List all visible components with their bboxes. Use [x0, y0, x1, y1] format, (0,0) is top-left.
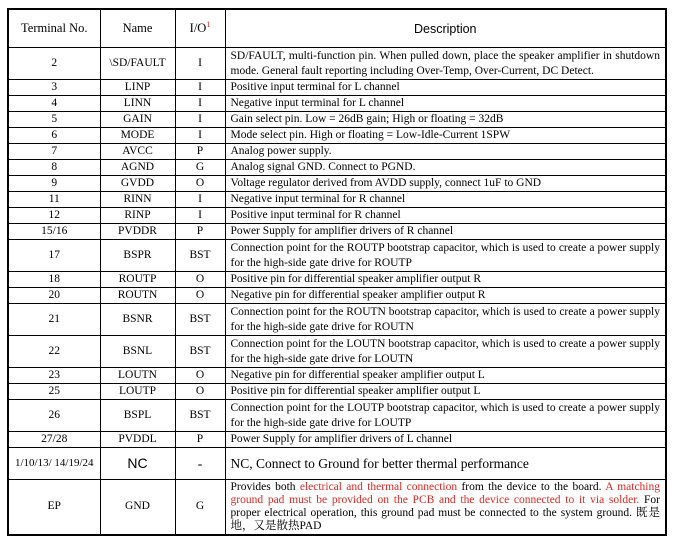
name-cell: LOUTN [100, 368, 175, 384]
header-io [175, 9, 225, 48]
description-cell [225, 480, 666, 535]
name-cell: PVDDL [100, 432, 175, 448]
terminal-cell: 21 [8, 304, 100, 336]
description-cell [225, 208, 666, 224]
name-cell: AVCC [100, 144, 175, 160]
header-row [8, 9, 666, 48]
description-text: Positive pin for differential speaker amplifier output L [230, 385, 481, 398]
description-cell [225, 144, 666, 160]
description-cell [225, 128, 666, 144]
description-text: Analog power supply. [230, 145, 332, 158]
terminal-cell: 7 [8, 144, 100, 160]
table-row [8, 144, 666, 160]
description-text: Gain select pin. Low = 26dB gain; High or floating = 32dB [230, 113, 504, 126]
description-cell [225, 432, 666, 448]
terminal-cell: 20 [8, 288, 100, 304]
io-cell: G [175, 480, 225, 535]
description-cell [225, 336, 666, 368]
description-cell [225, 176, 666, 192]
io-cell: BST [175, 400, 225, 432]
terminal-cell: 27/28 [8, 432, 100, 448]
description-text: from the device to the board. [457, 481, 606, 493]
name-cell: ROUTP [100, 272, 175, 288]
header-name-label: Name [122, 21, 153, 35]
name-cell: GND [100, 480, 175, 535]
name-cell: MODE [100, 128, 175, 144]
name-cell: BSPL [100, 400, 175, 432]
terminal-cell: 22 [8, 336, 100, 368]
table-row [8, 448, 666, 480]
terminal-cell: 11 [8, 192, 100, 208]
io-cell: I [175, 48, 225, 80]
table-row [8, 96, 666, 112]
description-text: For proper electrical operation, this ground pad must be connected to the system ground. 既是地，又是散热PAD [230, 493, 660, 532]
terminal-cell: 17 [8, 240, 100, 272]
table-row [8, 368, 666, 384]
terminal-cell: 26 [8, 400, 100, 432]
header-description-label: Description [413, 21, 477, 36]
header-terminal-label: Terminal No. [21, 21, 88, 35]
description-text: Connection point for the ROUTP bootstrap capacitor, which is used to create a power supply for the high-side gate drive for ROUTP [230, 241, 660, 269]
description-text: Positive pin for differential speaker amplifier output R [230, 273, 481, 286]
terminal-cell: 4 [8, 96, 100, 112]
description-text: NC, Connect to Ground for better thermal performance [230, 455, 529, 471]
table-row [8, 336, 666, 368]
table-row [8, 112, 666, 128]
description-cell [225, 48, 666, 80]
terminal-cell: 18 [8, 272, 100, 288]
terminal-cell: 23 [8, 368, 100, 384]
table-row [8, 192, 666, 208]
table-row [8, 304, 666, 336]
description-text: Provides both [230, 481, 300, 493]
name-cell: AGND [100, 160, 175, 176]
description-cell [225, 448, 666, 480]
description-cell [225, 368, 666, 384]
footnote-marker: 1 [206, 19, 211, 29]
io-cell: I [175, 112, 225, 128]
terminal-cell: 25 [8, 384, 100, 400]
table-row [8, 288, 666, 304]
terminal-cell: 5 [8, 112, 100, 128]
table-row [8, 176, 666, 192]
table-body [8, 48, 666, 535]
header-description [225, 9, 666, 48]
description-cell [225, 288, 666, 304]
table-row [8, 128, 666, 144]
table-row [8, 384, 666, 400]
description-text: Negative pin for differential speaker amplifier output L [230, 369, 485, 382]
table-row [8, 160, 666, 176]
terminal-cell: 3 [8, 80, 100, 96]
name-cell: BSPR [100, 240, 175, 272]
description-cell [225, 160, 666, 176]
terminal-cell: EP [8, 480, 100, 535]
header-io-label: I/O [189, 21, 207, 35]
name-cell: NC [100, 448, 175, 480]
description-text: Connection point for the LOUTP bootstrap capacitor, which is used to create a power supply for the high-side gate drive for LOUTP [230, 401, 660, 429]
name-cell: BSNR [100, 304, 175, 336]
table-row [8, 48, 666, 80]
description-cell [225, 400, 666, 432]
io-cell: P [175, 224, 225, 240]
name-cell: LINP [100, 80, 175, 96]
terminal-cell: 15/16 [8, 224, 100, 240]
description-text: Negative input terminal for R channel [230, 193, 406, 206]
io-cell: I [175, 128, 225, 144]
io-cell: O [175, 384, 225, 400]
name-cell: BSNL [100, 336, 175, 368]
description-text: Positive input terminal for L channel [230, 81, 400, 94]
io-cell: I [175, 192, 225, 208]
description-text: Negative pin for differential speaker amplifier output R [230, 289, 486, 302]
terminal-cell: 6 [8, 128, 100, 144]
red-highlight-text: A matching ground pad must be provided on the PCB and the device connected to it via solder. [230, 481, 660, 506]
description-text: Power Supply for amplifier drivers of R channel [230, 225, 454, 238]
table-row [8, 480, 666, 535]
name-cell: GVDD [100, 176, 175, 192]
table-row [8, 80, 666, 96]
table-row [8, 432, 666, 448]
io-cell: BST [175, 304, 225, 336]
name-cell: \SD/FAULT [100, 48, 175, 80]
name-cell: PVDDR [100, 224, 175, 240]
name-cell: GAIN [100, 112, 175, 128]
description-text: Analog signal GND. Connect to PGND. [230, 161, 416, 174]
io-cell: BST [175, 336, 225, 368]
description-text: Negative input terminal for L channel [230, 97, 405, 110]
io-cell: O [175, 176, 225, 192]
description-cell [225, 272, 666, 288]
description-cell [225, 192, 666, 208]
description-text: Voltage regulator derived from AVDD supply, connect 1uF to GND [230, 177, 542, 190]
terminal-cell: 8 [8, 160, 100, 176]
red-highlight-text: electrical and thermal connection [299, 481, 458, 493]
description-text: Positive input terminal for R channel [230, 209, 401, 222]
io-cell: BST [175, 240, 225, 272]
header-name [100, 9, 175, 48]
header-terminal-no [8, 9, 100, 48]
name-cell: LOUTP [100, 384, 175, 400]
terminal-cell: 12 [8, 208, 100, 224]
description-text: Power Supply for amplifier drivers of L channel [230, 433, 453, 446]
io-cell: - [175, 448, 225, 480]
table-row [8, 208, 666, 224]
table-row [8, 224, 666, 240]
description-cell [225, 240, 666, 272]
table-row [8, 272, 666, 288]
pin-description-table [7, 8, 667, 536]
name-cell: LINN [100, 96, 175, 112]
description-cell [225, 80, 666, 96]
table-row [8, 400, 666, 432]
io-cell: O [175, 288, 225, 304]
description-cell [225, 112, 666, 128]
name-cell: RINN [100, 192, 175, 208]
description-cell [225, 224, 666, 240]
description-text: Connection point for the LOUTN bootstrap capacitor, which is used to create a power supply for the high-side gate drive for LOUTN [230, 337, 660, 365]
terminal-cell: 2 [8, 48, 100, 80]
name-cell: RINP [100, 208, 175, 224]
description-text: Connection point for the ROUTN bootstrap capacitor, which is used to create a power supply for the high-side gate drive for ROUTN [230, 305, 660, 333]
io-cell: I [175, 80, 225, 96]
io-cell: P [175, 144, 225, 160]
terminal-cell: 9 [8, 176, 100, 192]
terminal-cell: 1/10/13/ 14/19/24 [8, 448, 100, 480]
table-row [8, 240, 666, 272]
description-cell [225, 304, 666, 336]
io-cell: P [175, 432, 225, 448]
io-cell: G [175, 160, 225, 176]
io-cell: I [175, 96, 225, 112]
description-cell [225, 384, 666, 400]
io-cell: O [175, 272, 225, 288]
description-text: SD/FAULT, multi-function pin. When pulled down, place the speaker amplifier in shutdown mode. General fault reporting including Over-Temp, Over-Current, DC Detect. [230, 49, 660, 77]
name-cell: ROUTN [100, 288, 175, 304]
io-cell: I [175, 208, 225, 224]
io-cell: O [175, 368, 225, 384]
description-cell [225, 96, 666, 112]
description-text: Mode select pin. High or floating = Low-Idle-Current 1SPW [230, 129, 511, 142]
